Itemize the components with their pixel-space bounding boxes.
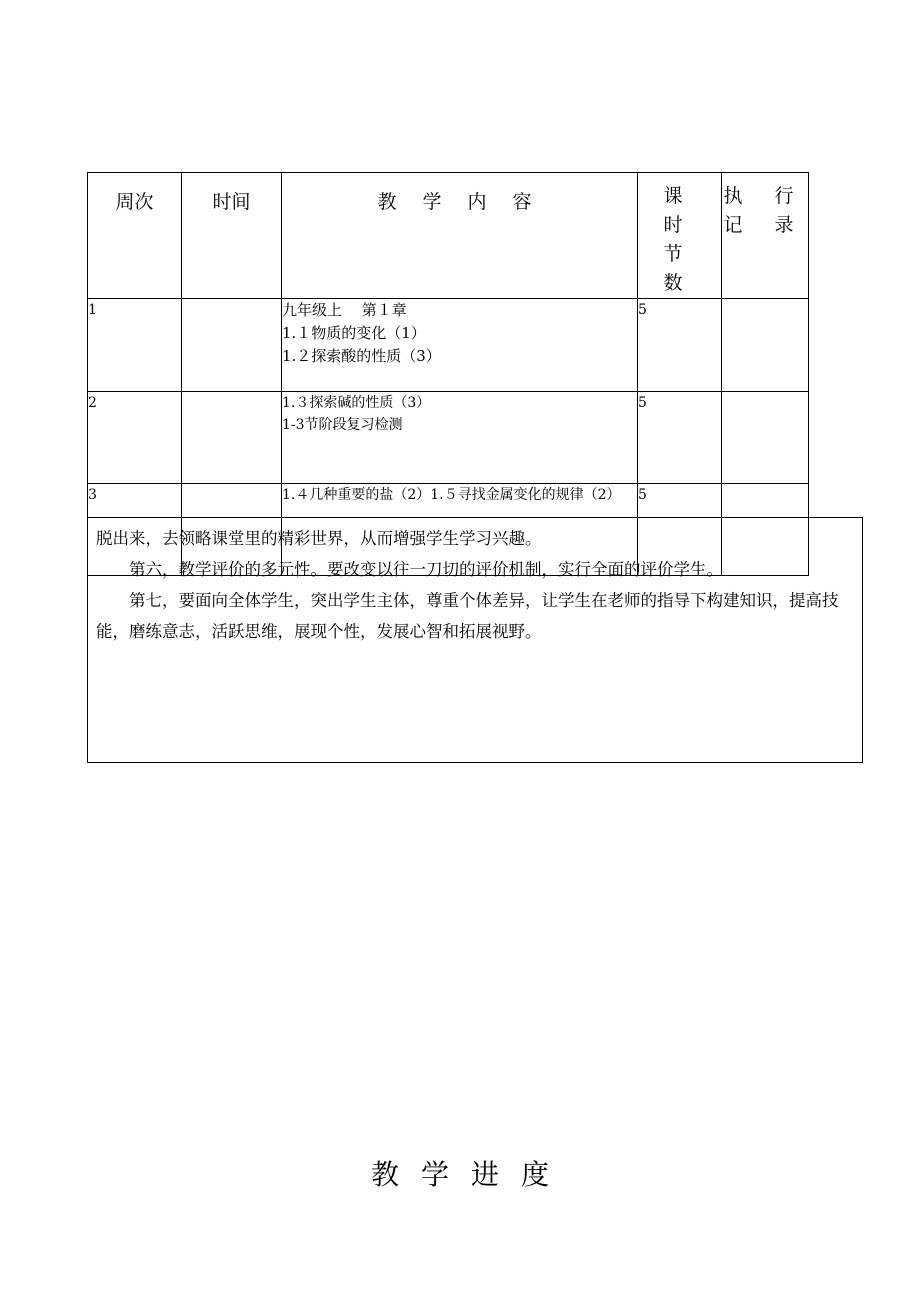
header-record-line2: 记 录 xyxy=(723,214,807,236)
content-line: 1.２探索酸的性质（3） xyxy=(282,347,441,365)
teaching-schedule-table xyxy=(87,172,809,576)
notes-box xyxy=(87,517,863,763)
header-content xyxy=(282,173,638,299)
header-hours-line2: 节 数 xyxy=(663,243,696,294)
cell-content xyxy=(282,392,638,484)
notes-paragraph: 第七，要面向全体学生，突出学生主体，尊重个体差异，让学生在老师的指导下构建知识，提高技能，磨练意志，活跃思维，展现个性，发展心智和拓展视野。 xyxy=(96,591,839,641)
cell-time xyxy=(182,392,282,484)
header-hours xyxy=(638,173,722,299)
content-line: 1.３探索碱的性质（3） xyxy=(282,395,431,411)
cell-week: 1 xyxy=(88,299,182,392)
cell-hours: 5 xyxy=(638,484,722,576)
table-header-row xyxy=(88,173,809,299)
content-line: 1-3节阶段复习检测 xyxy=(282,417,403,433)
cell-record xyxy=(722,392,809,484)
table-row xyxy=(88,299,809,392)
cell-week: 2 xyxy=(88,392,182,484)
cell-record xyxy=(722,299,809,392)
notes-paragraph: 脱出来，去领略课堂里的精彩世界，从而增强学生学习兴趣。 xyxy=(96,529,542,548)
content-line: 九年级上 第１章 xyxy=(282,301,407,319)
table-row xyxy=(88,392,809,484)
header-content-label: 教 学 内 容 xyxy=(377,191,542,213)
notes-paragraph: 第六，教学评价的多元性。要改变以往一刀切的评价机制，实行全面的评价学生。 xyxy=(129,560,723,579)
header-week: 周次 xyxy=(88,173,182,299)
page-title: 教学进度 xyxy=(370,1158,571,1191)
content-line: 1.４几种重要的盐（2）1.５寻找金属变化的规律（2） xyxy=(282,487,621,503)
cell-week: 3 xyxy=(88,484,182,576)
header-record-line1: 执 行 xyxy=(723,185,807,207)
header-record xyxy=(722,173,809,299)
header-time: 时间 xyxy=(182,173,282,299)
content-line: 1.１物质的变化（1） xyxy=(282,324,426,342)
cell-time xyxy=(182,299,282,392)
header-hours-line1: 课 时 xyxy=(663,185,696,236)
cell-hours: 5 xyxy=(638,299,722,392)
cell-content xyxy=(282,299,638,392)
cell-hours: 5 xyxy=(638,392,722,484)
